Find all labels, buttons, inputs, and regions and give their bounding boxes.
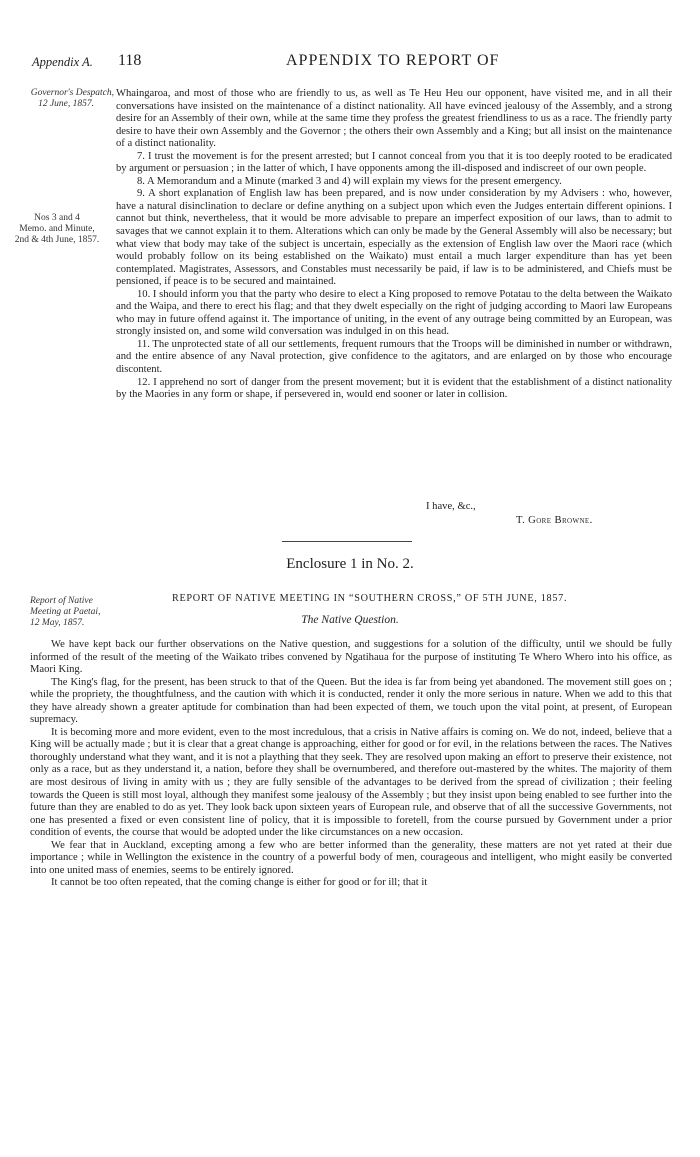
margin-note-line: 2nd & 4th June, 1857. (14, 235, 100, 245)
margin-note-line: Memo. and Minute, (19, 224, 95, 234)
closing-salutation: I have, &c., (426, 501, 476, 512)
despatch-paragraph: 7. I trust the movement is for the present arrested; but I cannot conceal from you that it is too deeply rooted to be eradicated by argument or persuasion ; in the latter of which, I have opponents among the ill-disposed and indiscreet of our own people. (116, 150, 672, 175)
despatch-paragraph: 11. The unprotected state of all our settlements, frequent rumours that the Troops will be diminished in number or withdrawn, and the entire absence of any Naval protection, give confidence to the agitators, and are enlarged on by those who encourage discontent. (116, 338, 672, 376)
page-header (30, 52, 680, 74)
enclosure-title: Enclosure 1 in No. 2. (286, 556, 414, 572)
margin-note-memo (2, 213, 112, 246)
despatch-text (116, 88, 672, 402)
report-paragraph: We have kept back our further observations on the Native question, and suggestions for a solution of the difficulty, until we should be fully informed of the result of the meeting of the Waikato tribes convened by Ngatihaua for the purpose of instituting Te Whero Whero into his office, as Maori King. (30, 639, 672, 676)
margin-note-despatch (8, 88, 114, 110)
page-number: 118 (118, 52, 142, 69)
report-title: REPORT OF NATIVE MEETING IN “SOUTHERN CROSS,” OF 5TH JUNE, 1857. (172, 593, 568, 604)
margin-note-line: Nos 3 and 4 (34, 213, 80, 223)
margin-note-line: Meeting at Paetai, (30, 607, 101, 617)
appendix-label: Appendix A. (32, 55, 93, 69)
report-subtitle: The Native Question. (301, 614, 399, 626)
signature: T. Gore Browne. (516, 515, 593, 526)
report-paragraph: It cannot be too often repeated, that the coming change is either for good or for ill; that it (51, 877, 428, 889)
despatch-paragraph: 8. A Memorandum and a Minute (marked 3 and 4) will explain my views for the present emergency. (137, 175, 562, 187)
margin-note-line: 12 May, 1857. (30, 618, 85, 628)
despatch-paragraph: 9. A short explanation of English law has been prepared, and is now under consideration by my Advisers : who, however, have a natural disinclination to declare or define anything on a subject upon which even the Judges entertain different opinions. I cannot but think, nevertheless, that it would be more advisable to prepare an imperfect exposition of our laws, than to admit to savages that we cannot explain it to them. Alterations which can only be made by the General Assembly will also be necessary; but what view that body may take of the subject is uncertain, especially as the extension of English law over the Maori race (which would probably follow on its being established on the Waikato) must entail a much larger expenditure than has yet been contemplated. Magistrates, Assessors, and Constables must necessarily be paid, if law is to be administered, and Chiefs must be pensioned, if peace is to be secured and maintained. (116, 188, 672, 288)
margin-note-line: Governor's Despatch, (30, 88, 114, 98)
margin-note-line: Report of Native (30, 596, 93, 606)
despatch-paragraph: Whaingaroa, and most of those who are friendly to us, as well as Te Heu Heu our opponent, have visited me, and in all their conversations have insisted on the maintenance of a distinct nationality. All have evinced jealousy of the Assembly, and a strong desire for an Assembly of their own, while at the same time they profess the greatest friendliness to us as a race. The friendly party desire to have their own Assembly and the Governor ; the others their own Assembly and a King; but all insist on the maintenance of a distinct nationality. (116, 88, 672, 150)
report-text (30, 639, 672, 890)
section-divider (282, 541, 412, 542)
report-paragraph: The King's flag, for the present, has been struck to that of the Queen. But the idea is far from being yet abandoned. The movement still goes on ; while the propriety, the thoughtfulness, and the caution with which it is conducted, render it only the more serious in nature. When we add to this that they have already shown a greater aptitude for combination than had been expected of them, we touch upon the vital point, at present, of European supremacy. (30, 676, 672, 726)
despatch-paragraph: 10. I should inform you that the party who desire to elect a King proposed to remove Potatau to the delta between the Waikato and the Waipa, and there to erect his flag; and that they dwelt especially on the right of judging according to Maori law Europeans who may in future offend against it. The importance of uniting, in the event of any outrage being committed by an European, was strongly insisted on, and some wild conversation was indulged in on this head. (116, 288, 672, 338)
despatch-paragraph: 12. I apprehend no sort of danger from the present movement; but it is evident that the establishment of a distinct nationality by the Maories in any form or shape, if persevered in, would end sooner or later in collision. (116, 376, 672, 401)
margin-note-line: 12 June, 1857. (38, 99, 94, 109)
report-paragraph: We fear that in Auckland, excepting among a few who are better informed than the generality, these matters are not yet rated at their due importance ; while in Wellington the existence in the country of a powerful body of men, courageous and intelligent, who might easily be converted into one united mass of enemies, seems to be entirely ignored. (30, 839, 672, 876)
report-paragraph: It is becoming more and more evident, even to the most incredulous, that a crisis in Native affairs is coming on. We do not, indeed, believe that a King will be actually made ; but it is clear that a great change is approaching, either for good or for evil, in the relations between the races. The Natives thoroughly understand what they want, and it is not a plaything that they seek. They are resolved upon making an effort to preserve their existence, not only as a race, but as they understand it, a nation, before they shall be overnumbered, and therefore out-mastered by the whites. The majority of them are most desirous of living in amity with us ; they are fully sensible of the advantages to be derived from the spread of civilization ; their feeling towards the Queen is still most loyal, although they manifest some jealousy of the Assembly ; but they insist upon being enabled to see further into the future than they are enabled to do as yet. They look back upon sixteen years of European rule, and observe that of all the successive Governments, not one has presented a fixed or even consistent line of policy, that it is impossible to foretell, from the course pursued by Government under a prior condition of events, the course that would be adopted under the like circumstances on a new occasion. (30, 726, 672, 839)
page-title: APPENDIX TO REPORT OF (286, 52, 500, 69)
